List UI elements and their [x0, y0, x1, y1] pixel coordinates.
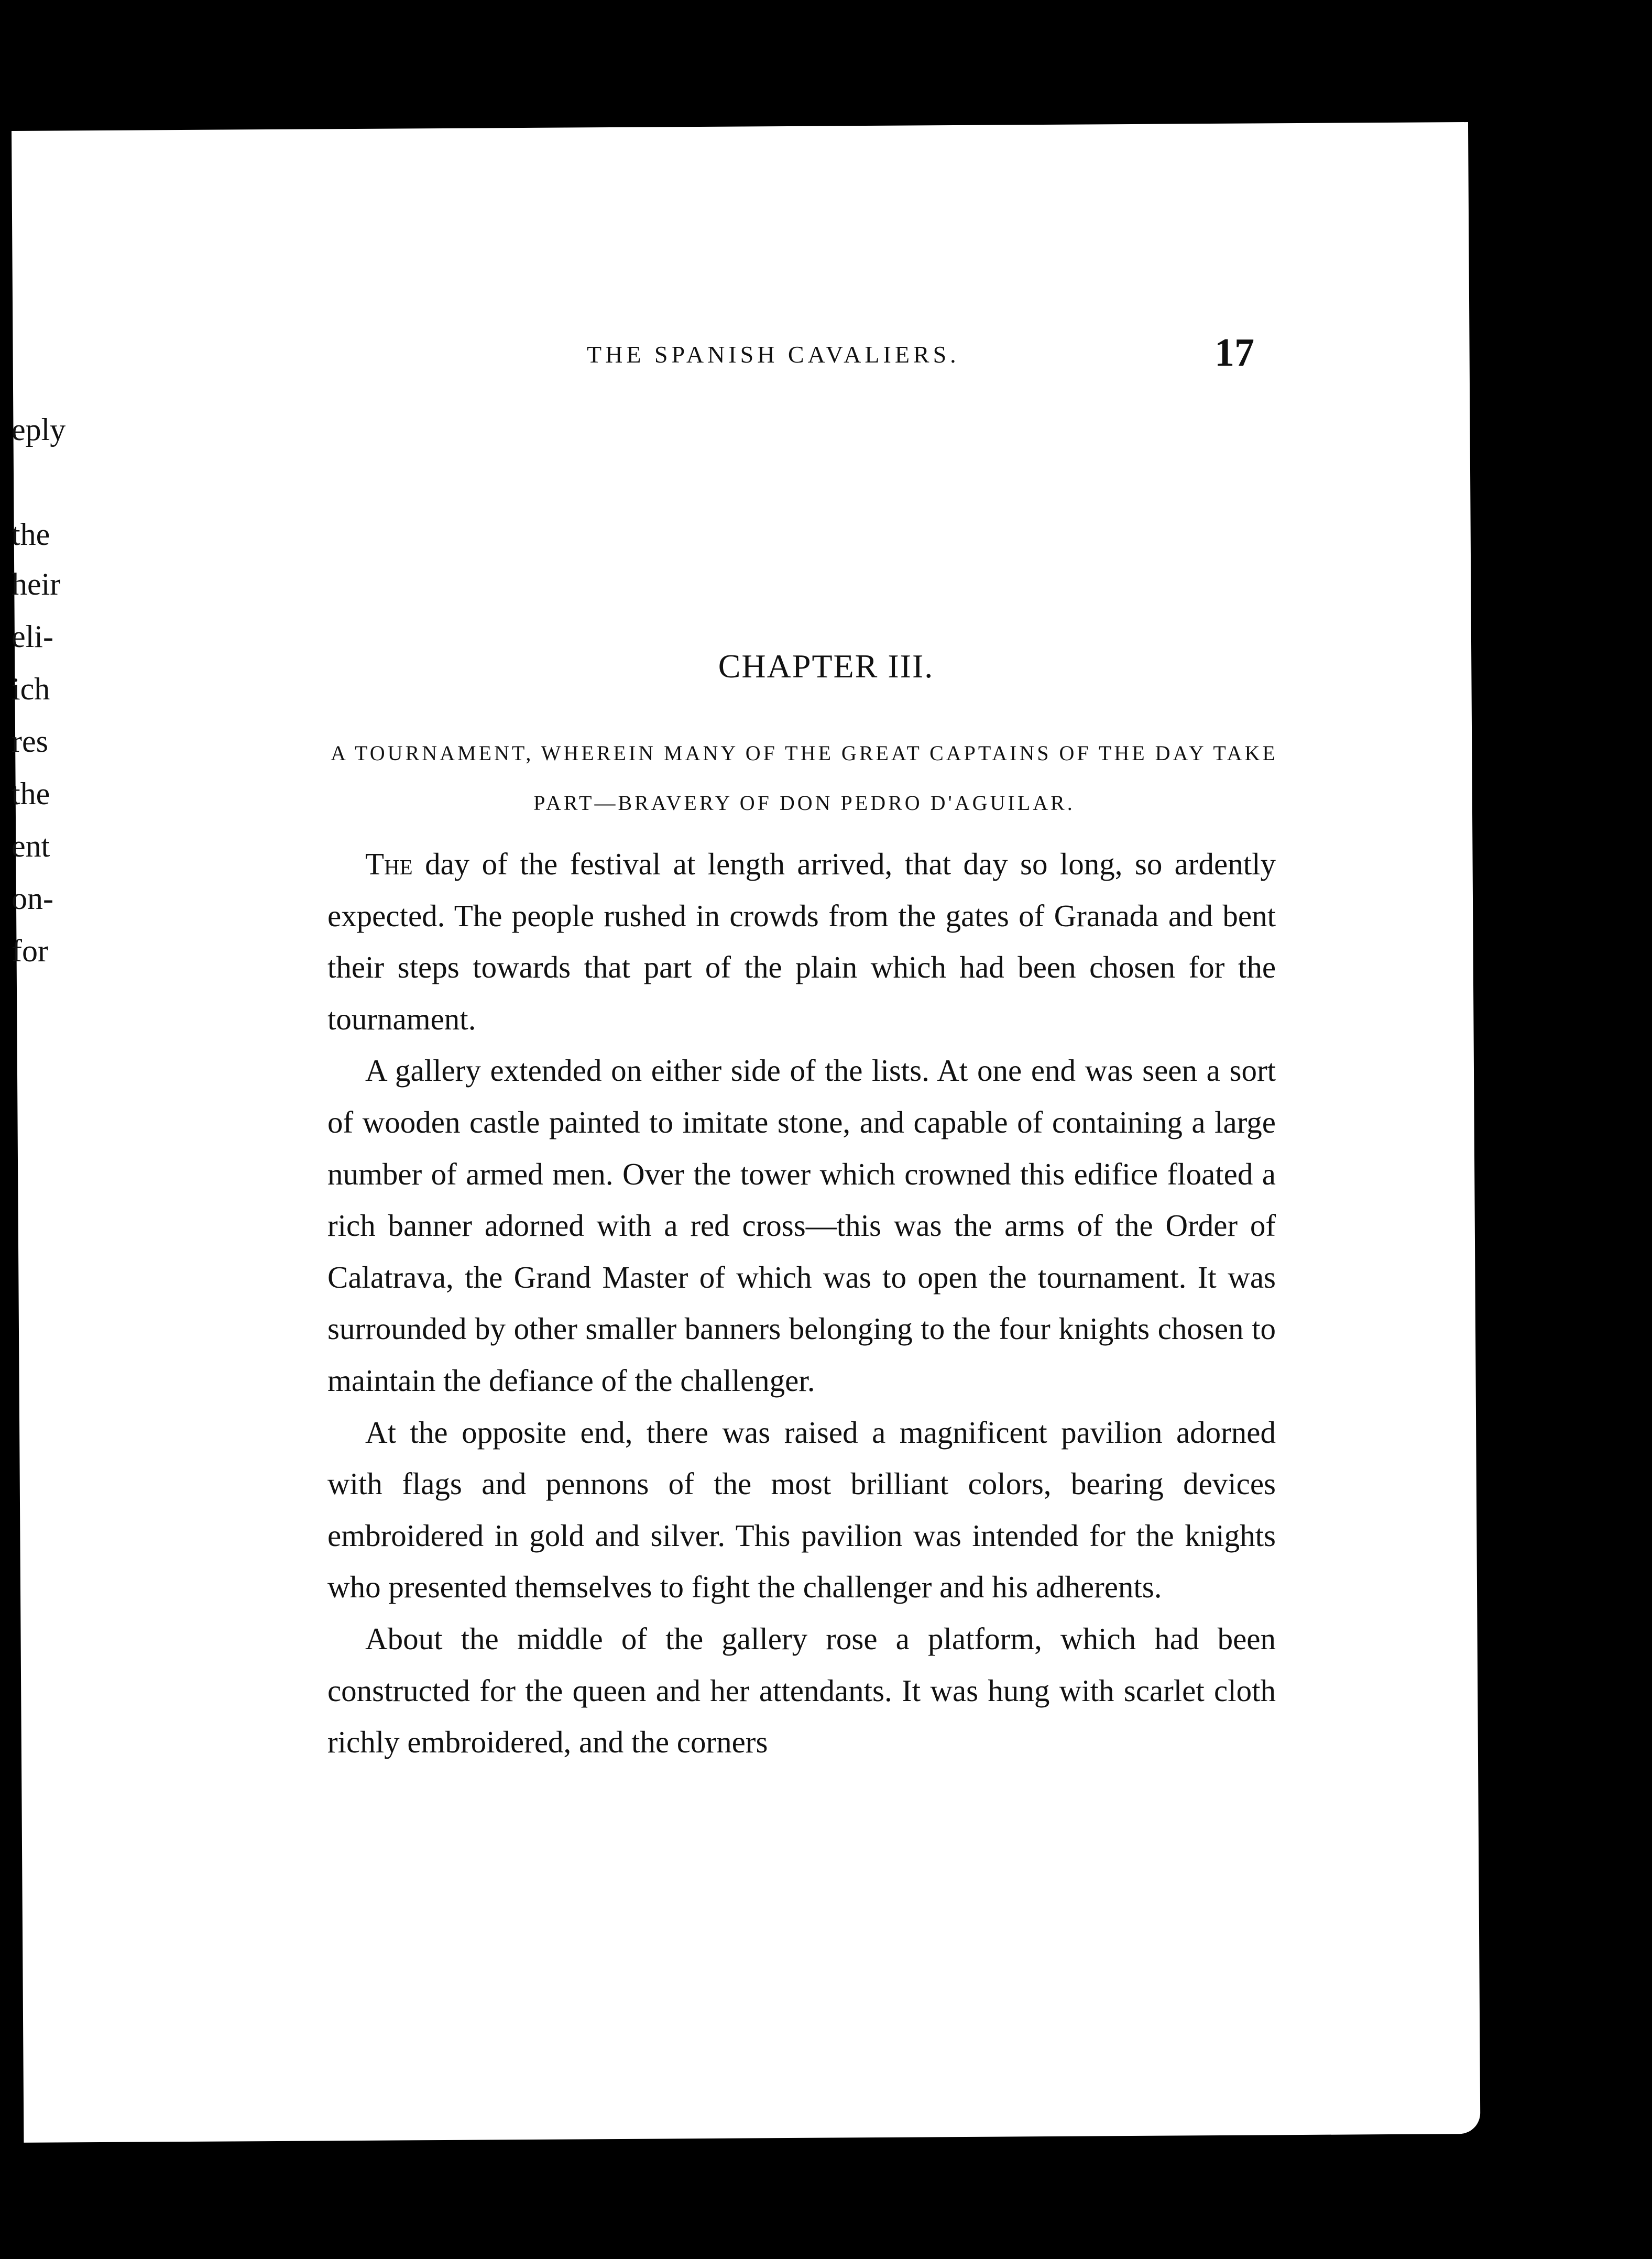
chapter-summary: A TOURNAMENT, WHEREIN MANY OF THE GREAT CAPTAINS OF THE DAY TAKE PART—BRAVERY OF DON PEDRO D'AGUILAR.: [331, 741, 1278, 815]
chapter-title: CHAPTER III.: [718, 648, 934, 685]
paragraph: [327, 1407, 1276, 1613]
facing-fragment: eply: [12, 412, 66, 447]
paragraph-text: About the middle of the gallery rose a platform, which had been constructed for the queen and her attendants. It was hung with scarlet cloth richly embroidered, and the corners: [327, 1621, 1276, 1760]
paragraph: [327, 1613, 1276, 1768]
paragraph-lead: The: [365, 847, 413, 881]
facing-fragment: ent: [12, 829, 50, 863]
page-number: 17: [1215, 331, 1254, 375]
facing-fragment: the: [12, 517, 50, 552]
facing-fragment: res: [12, 724, 48, 759]
body-text: [327, 838, 1276, 1768]
facing-fragment: on-: [12, 881, 53, 916]
facing-fragment: ich: [12, 672, 50, 706]
facing-fragment: eli-: [12, 619, 53, 654]
facing-fragment: for: [12, 934, 48, 968]
running-head: THE SPANISH CAVALIERS.: [587, 341, 960, 368]
paragraph-text: At the opposite end, there was raised a magnificent pavilion adorned with flags and pennons of the most brilliant colors, bearing devices embroidered in gold and silver. This pavilion was intended for the knights who presented themselves to fight the challenger and his adherents.: [327, 1414, 1276, 1605]
paragraph-text: day of the festival at length arrived, that day so long, so ardently expected. The people rushed in crowds from the gates of Granada and bent their steps towards that part of the plain which had been chosen for the tournament.: [327, 847, 1276, 1036]
paragraph-text: A gallery extended on either side of the lists. At one end was seen a sort of wooden castle painted to imitate stone, and capable of containing a large number of armed men. Over the tower which crowned this edifice floated a rich banner adorned with a red cross—this was the arms of the Order of Calatrava, the Grand Master of which was to open the tournament. It was surrounded by other smaller banners belonging to the four knights chosen to maintain the defiance of the challenger.: [327, 1053, 1276, 1398]
facing-fragment: heir: [12, 567, 61, 601]
facing-fragment: the: [12, 776, 50, 811]
facing-page-margin: [12, 398, 111, 1027]
paragraph: [327, 838, 1276, 1045]
paragraph: [327, 1045, 1276, 1406]
